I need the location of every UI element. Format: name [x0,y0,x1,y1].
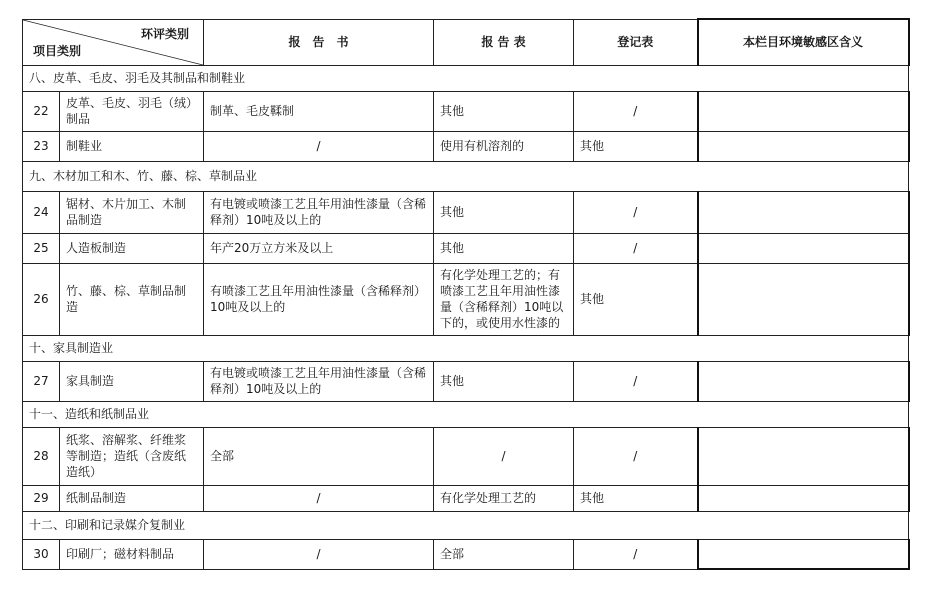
header-report-book: 报 告 书 [204,19,434,65]
row-report-book: / [204,131,434,161]
header-eia-category: 环评类别 [140,26,189,41]
row-number: 26 [23,263,60,335]
row-register: 其他 [574,263,698,335]
section-row [23,401,909,427]
section-row [23,161,909,191]
row-sensitive [698,131,909,161]
section-row [23,65,909,91]
row-sensitive [698,485,909,511]
row-project-name: 人造板制造 [60,233,204,263]
classification-table [22,18,910,570]
row-number: 27 [23,361,60,401]
table-row [23,485,909,511]
row-project-name: 皮革、毛皮、羽毛（绒）制品 [60,91,204,131]
row-report-table: 使用有机溶剂的 [434,131,574,161]
header-project-category: 项目类别 [33,43,82,58]
row-report-table: 其他 [434,233,574,263]
table-row [23,427,909,485]
table-row [23,131,909,161]
row-sensitive [698,91,909,131]
row-report-table: / [434,427,574,485]
row-register: / [574,427,698,485]
row-register: / [574,539,698,569]
row-number: 23 [23,131,60,161]
row-number: 29 [23,485,60,511]
section-title-9: 九、木材加工和木、竹、藤、棕、草制品业 [23,161,909,191]
section-row [23,335,909,361]
row-project-name: 制鞋业 [60,131,204,161]
row-project-name: 纸浆、溶解浆、纤维浆等制造；造纸（含废纸造纸） [60,427,204,485]
row-register: / [574,191,698,233]
table-row [23,539,909,569]
row-report-table: 其他 [434,191,574,233]
row-project-name: 家具制造 [60,361,204,401]
row-sensitive [698,361,909,401]
header-row [23,19,909,65]
row-sensitive [698,263,909,335]
section-title-12: 十二、印刷和记录媒介复制业 [23,511,909,539]
section-title-8: 八、皮革、毛皮、羽毛及其制品和制鞋业 [23,65,909,91]
section-title-11: 十一、造纸和纸制品业 [23,401,909,427]
section-row [23,511,909,539]
row-register: 其他 [574,485,698,511]
header-report-table: 报 告 表 [434,19,574,65]
row-report-table: 全部 [434,539,574,569]
row-number: 22 [23,91,60,131]
row-register: / [574,233,698,263]
row-register: 其他 [574,131,698,161]
row-project-name: 纸制品制造 [60,485,204,511]
row-report-book: 有电镀或喷漆工艺且年用油性漆量（含稀释剂）10吨及以上的 [204,191,434,233]
section-title-10: 十、家具制造业 [23,335,909,361]
row-sensitive [698,427,909,485]
row-report-table: 其他 [434,91,574,131]
table-row [23,361,909,401]
row-report-book: 有喷漆工艺且年用油性漆量（含稀释剂）10吨及以上的 [204,263,434,335]
table-row [23,233,909,263]
row-sensitive [698,233,909,263]
row-sensitive [698,539,909,569]
row-register: / [574,361,698,401]
row-report-book: 制革、毛皮鞣制 [204,91,434,131]
row-register: / [574,91,698,131]
table-row [23,263,909,335]
row-sensitive [698,191,909,233]
row-project-name: 印刷厂；磁材料制品 [60,539,204,569]
row-project-name: 竹、藤、棕、草制品制造 [60,263,204,335]
row-report-book: 年产20万立方米及以上 [204,233,434,263]
row-number: 28 [23,427,60,485]
header-sensitive-area: 本栏目环境敏感区含义 [698,19,909,65]
row-report-book: / [204,539,434,569]
row-report-book: 全部 [204,427,434,485]
row-report-table: 其他 [434,361,574,401]
row-number: 30 [23,539,60,569]
table-row [23,91,909,131]
row-report-table: 有化学处理工艺的 [434,485,574,511]
table-row [23,191,909,233]
row-report-book: / [204,485,434,511]
row-project-name: 锯材、木片加工、木制品制造 [60,191,204,233]
row-report-book: 有电镀或喷漆工艺且年用油性漆量（含稀释剂）10吨及以上的 [204,361,434,401]
row-number: 24 [23,191,60,233]
row-report-table: 有化学处理工艺的；有喷漆工艺且年用油性漆量（含稀释剂）10吨以下的，或使用水性漆的 [434,263,574,335]
row-number: 25 [23,233,60,263]
header-register-table: 登记表 [574,19,698,65]
diagonal-header-cell [23,19,204,65]
